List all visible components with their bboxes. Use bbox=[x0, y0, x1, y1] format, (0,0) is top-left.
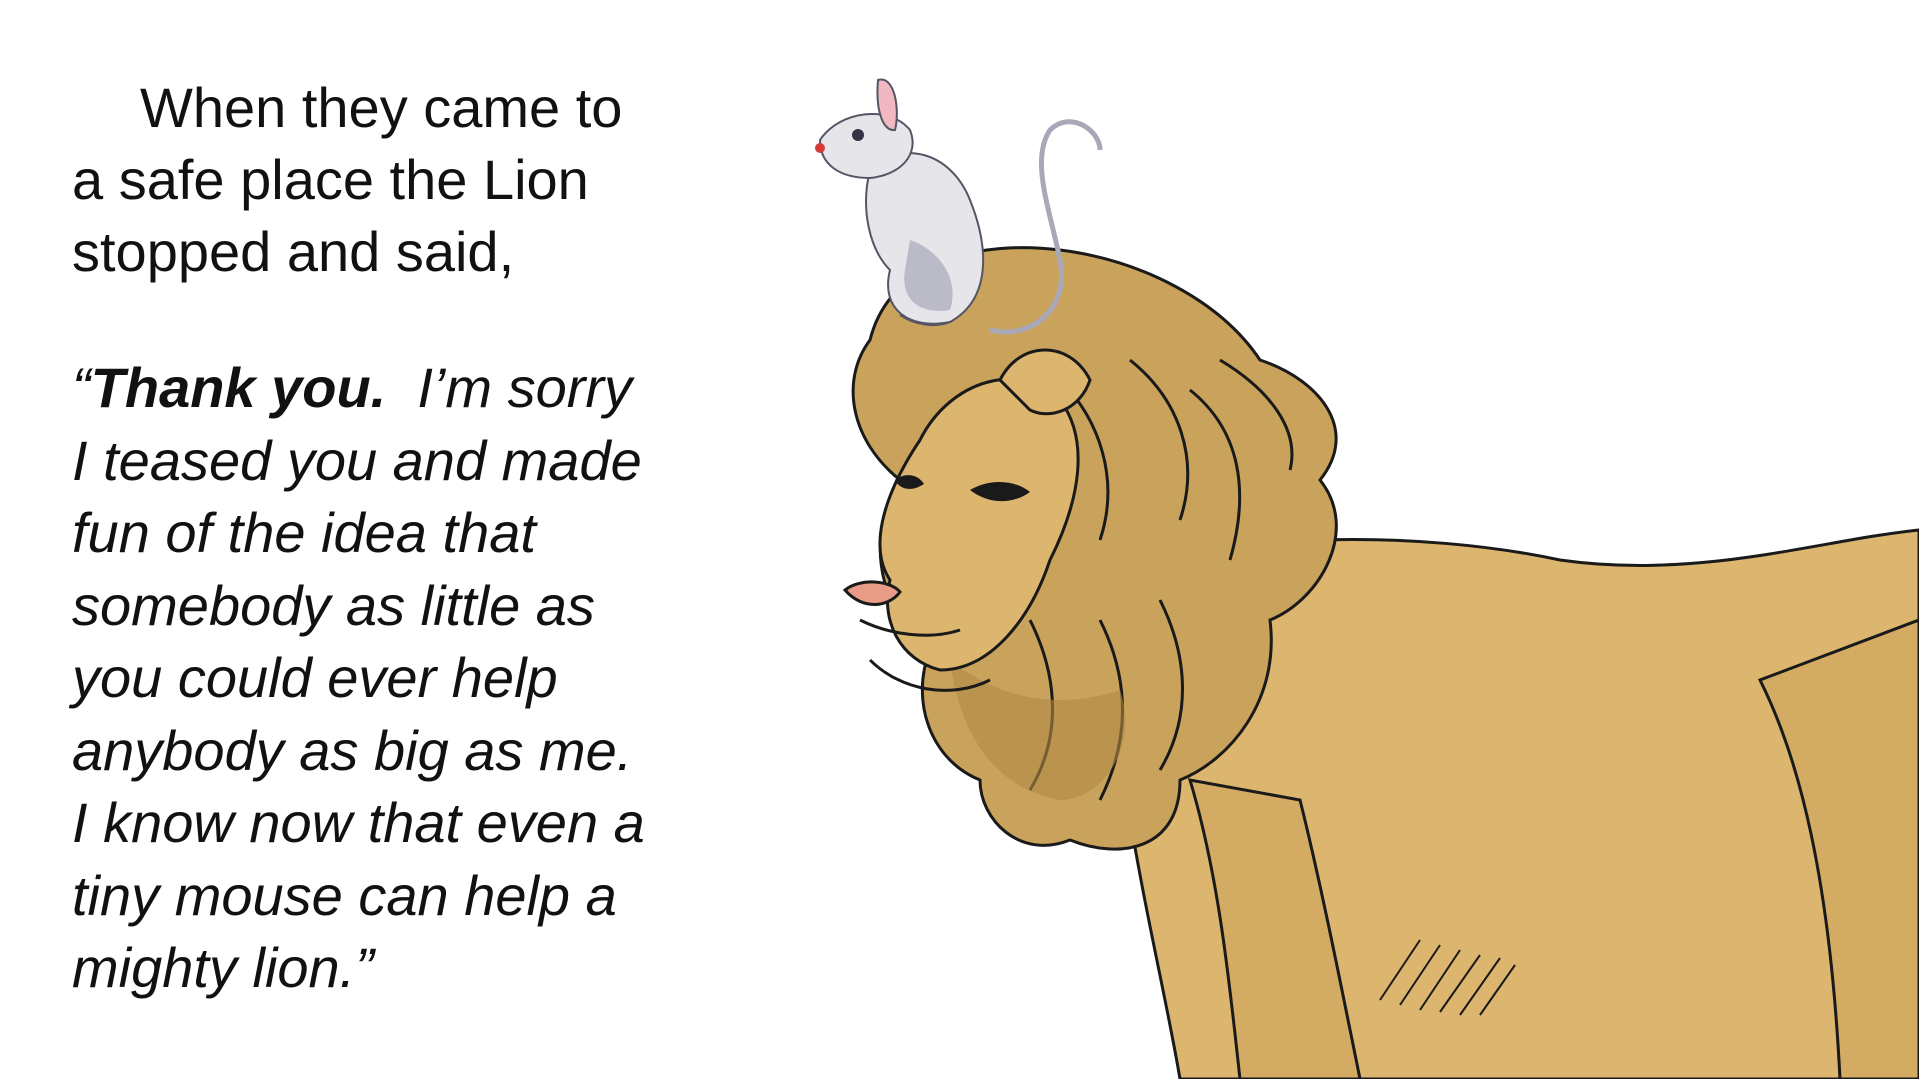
narration-paragraph bbox=[72, 72, 772, 288]
quote-bold-phrase: Thank you. bbox=[90, 356, 387, 419]
quote-line: tiny mouse can help a bbox=[72, 863, 617, 927]
quote-line: mighty lion.” bbox=[72, 936, 374, 999]
lion-quote bbox=[72, 352, 772, 1005]
quote-open-mark: “ bbox=[72, 356, 91, 419]
quote-first-line bbox=[72, 352, 772, 425]
mouse bbox=[815, 80, 1100, 332]
quote-line: I know now that even a bbox=[72, 791, 645, 854]
quote-line: you could ever help bbox=[72, 646, 558, 709]
lion-illustration bbox=[800, 60, 1919, 1079]
narration-line: When they came to bbox=[140, 76, 623, 139]
quote-line: anybody as big as me. bbox=[72, 718, 633, 782]
lion-nose bbox=[845, 582, 900, 605]
narration-line: a safe place the Lion bbox=[72, 148, 589, 211]
quote-first-line-rest: I’m sorry bbox=[386, 356, 633, 419]
mouse-head bbox=[820, 114, 913, 178]
mouse-eye bbox=[852, 129, 864, 141]
quote-line: fun of the idea that bbox=[72, 501, 536, 564]
mouse-nose bbox=[815, 143, 825, 153]
quote-line: somebody as little as bbox=[72, 573, 595, 637]
story-text bbox=[72, 72, 772, 1005]
quote-line: I teased you and made bbox=[72, 428, 642, 492]
narration-line: stopped and said, bbox=[72, 220, 515, 283]
